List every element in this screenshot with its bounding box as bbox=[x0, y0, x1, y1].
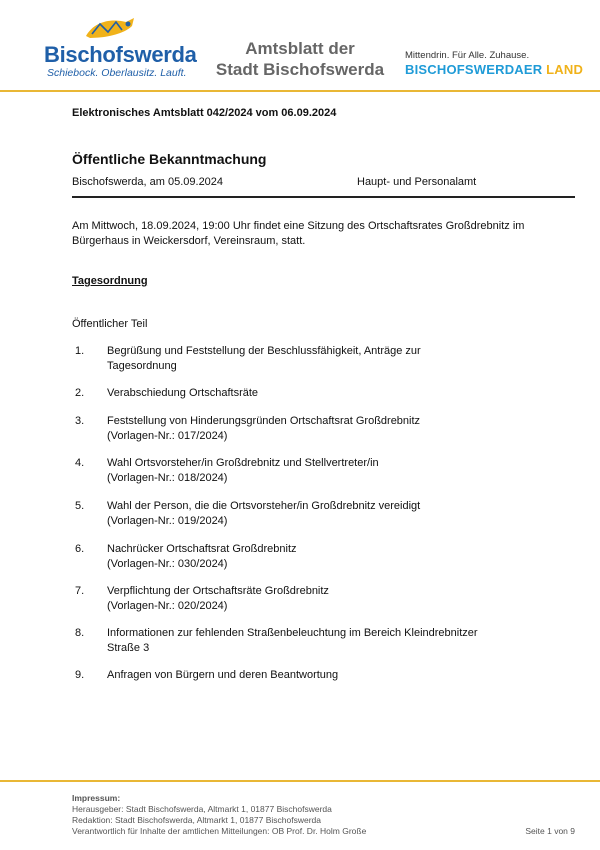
gazette-title bbox=[205, 38, 395, 80]
agenda-item bbox=[72, 542, 552, 572]
city-crest-icon bbox=[80, 14, 140, 42]
public-part-label: Öffentlicher Teil bbox=[72, 318, 148, 330]
agenda-item-line1: Anfragen von Bürgern und deren Beantwortung bbox=[107, 669, 339, 681]
region-name bbox=[405, 62, 585, 77]
agenda-item-number: 2. bbox=[75, 387, 85, 399]
issue-line: Elektronisches Amtsblatt 042/2024 vom 06.09.2024 bbox=[72, 107, 337, 119]
agenda-item-line1: Wahl Ortsvorsteher/in Großdrebnitz und Stellvertreter/in bbox=[107, 457, 379, 469]
agenda-item bbox=[72, 344, 552, 374]
agenda-item-number: 3. bbox=[75, 415, 85, 427]
agenda-item bbox=[72, 668, 552, 683]
impressum-responsible: Verantwortlich für Inhalte der amtlichen Mitteilungen: OB Prof. Dr. Holm Große bbox=[72, 826, 367, 836]
agenda-item-number: 9. bbox=[75, 669, 85, 681]
agenda-item-line2: (Vorlagen-Nr.: 019/2024) bbox=[107, 515, 228, 527]
agenda-item bbox=[72, 414, 552, 444]
footer-divider bbox=[0, 780, 600, 782]
agenda-item bbox=[72, 456, 552, 486]
agenda-item-number: 6. bbox=[75, 543, 85, 555]
region-tagline: Mittendrin. Für Alle. Zuhause. bbox=[405, 50, 530, 61]
agenda-item-line2: (Vorlagen-Nr.: 018/2024) bbox=[107, 472, 228, 484]
agenda-item-line1: Nachrücker Ortschaftsrat Großdrebnitz bbox=[107, 543, 297, 555]
impressum-editorial: Redaktion: Stadt Bischofswerda, Altmarkt 1, 01877 Bischofswerda bbox=[72, 815, 321, 825]
agenda-item-number: 7. bbox=[75, 585, 85, 597]
page-number: Seite 1 von 9 bbox=[525, 826, 575, 836]
impressum-title: Impressum: bbox=[72, 793, 121, 803]
issuing-office: Haupt- und Personalamt bbox=[357, 176, 477, 188]
agenda-item-line2: (Vorlagen-Nr.: 030/2024) bbox=[107, 558, 228, 570]
agenda-item-line2: Tagesordnung bbox=[107, 360, 177, 372]
agenda-item-line1: Begrüßung und Feststellung der Beschlussfähigkeit, Anträge zur bbox=[107, 345, 421, 357]
page-header bbox=[0, 0, 600, 90]
agenda-item-line1: Feststellung von Hinderungsgründen Ortschaftsrat Großdrebnitz bbox=[107, 415, 421, 427]
place-date: Bischofswerda, am 05.09.2024 bbox=[72, 176, 224, 188]
city-logo bbox=[44, 14, 197, 80]
agenda-item bbox=[72, 499, 552, 529]
impressum bbox=[72, 793, 366, 837]
agenda-item-line2: (Vorlagen-Nr.: 020/2024) bbox=[107, 600, 228, 612]
city-logo-name: Bischofswerda bbox=[44, 42, 197, 67]
agenda-item bbox=[72, 386, 552, 401]
agenda-item bbox=[72, 626, 552, 656]
agenda-item-number: 4. bbox=[75, 457, 85, 469]
agenda-item-number: 1. bbox=[75, 345, 85, 357]
agenda-list bbox=[72, 344, 552, 683]
agenda-item-line2: (Vorlagen-Nr.: 017/2024) bbox=[107, 430, 228, 442]
agenda-item-number: 5. bbox=[75, 500, 85, 512]
impressum-publisher: Herausgeber: Stadt Bischofswerda, Altmarkt 1, 01877 Bischofswerda bbox=[72, 804, 332, 814]
agenda-item-line1: Informationen zur fehlenden Straßenbeleuchtung im Bereich Kleindrebnitzer bbox=[107, 627, 478, 639]
meta-divider bbox=[72, 196, 575, 198]
intro-paragraph: Am Mittwoch, 18.09.2024, 19:00 Uhr findet eine Sitzung des Ortschaftsrates Großdrebnitz im Bürgerhaus in Weickersdorf, Vereinsraum, statt. bbox=[72, 220, 525, 247]
gazette-title-line2: Stadt Bischofswerda bbox=[215, 60, 385, 79]
agenda-heading: Tagesordnung bbox=[72, 275, 148, 287]
region-logo bbox=[405, 50, 585, 77]
agenda-item-number: 8. bbox=[75, 627, 85, 639]
page-title: Öffentliche Bekanntmachung bbox=[72, 151, 267, 167]
agenda-item-line1: Verabschiedung Ortschaftsräte bbox=[107, 387, 259, 399]
agenda-item-line2: Straße 3 bbox=[107, 642, 150, 654]
gazette-title-line1: Amtsblatt der bbox=[245, 39, 355, 58]
agenda-item bbox=[72, 584, 552, 614]
region-name-suffix: LAND bbox=[546, 62, 584, 77]
region-name-main: BISCHOFSWERDAER bbox=[405, 62, 543, 77]
agenda-item-line1: Wahl der Person, die die Ortsvorsteher/in Großdrebnitz vereidigt bbox=[107, 500, 421, 512]
city-logo-slogan: Schiebock. Oberlausitz. Lauft. bbox=[47, 67, 187, 79]
agenda-item-line1: Verpflichtung der Ortschaftsräte Großdrebnitz bbox=[107, 585, 329, 597]
header-divider bbox=[0, 90, 600, 92]
